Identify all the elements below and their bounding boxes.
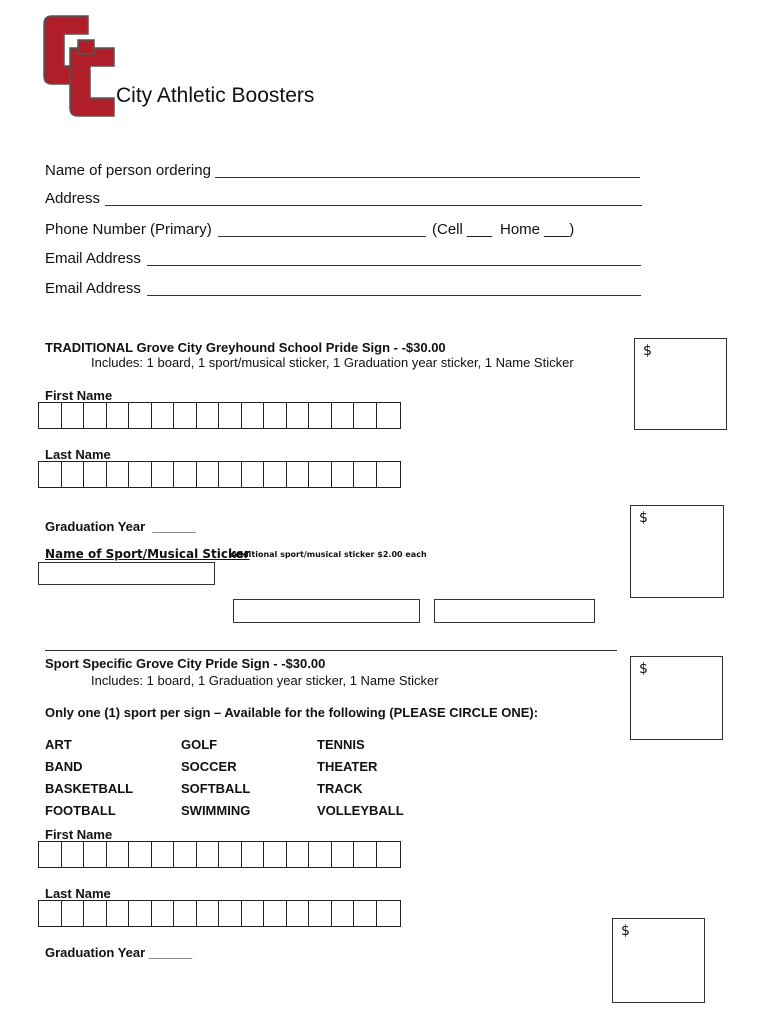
sport-option-golf[interactable]: GOLF [181,737,218,752]
sport-option-track[interactable]: TRACK [317,781,363,796]
cell-label[interactable]: (Cell ___ [432,221,493,238]
logo-letters: GC [79,74,81,75]
first-name-label: First Name [45,388,113,403]
sport-sticker-input[interactable] [38,562,215,585]
sticker-price-box[interactable] [630,505,724,598]
dollar-sign: $ [643,343,652,359]
sport-option-swimming[interactable]: SWIMMING [181,803,251,818]
email-label-1: Email Address [45,250,141,267]
phone-label: Phone Number (Primary) [45,221,212,238]
first-name-label: First Name [45,827,113,842]
sport-option-basketball[interactable]: BASKETBALL [45,781,134,796]
sport-option-volleyball[interactable]: VOLLEYBALL [317,803,404,818]
traditional-price-box[interactable] [634,338,727,430]
phone-input-line[interactable] [218,236,426,237]
page-title: City Athletic Boosters [116,84,315,107]
email-input-line-2[interactable] [147,295,641,296]
sport-option-football[interactable]: FOOTBALL [45,803,116,818]
sport-instruction: Only one (1) sport per sign – Available for the following (PLEASE CIRCLE ONE): [45,705,539,720]
first-name-grid[interactable] [38,841,401,868]
sport-specific-title: Sport Specific Grove City Pride Sign - -$30.00 [45,656,326,671]
grad-year-label[interactable]: Graduation Year ______ [45,945,193,960]
sport-specific-name-price-box[interactable] [612,918,705,1003]
dollar-sign: $ [639,510,648,526]
last-name-label: Last Name [45,447,111,462]
traditional-title: TRADITIONAL Grove City Greyhound School Pride Sign - -$30.00 [45,340,446,355]
traditional-includes: Includes: 1 board, 1 sport/musical sticker, 1 Graduation year sticker, 1 Name Sticker [91,355,574,370]
email-label-2: Email Address [45,280,141,297]
last-name-grid[interactable] [38,900,401,927]
sport-specific-includes: Includes: 1 board, 1 Graduation year sticker, 1 Name Sticker [91,673,439,688]
sport-option-tennis[interactable]: TENNIS [317,737,365,752]
last-name-label: Last Name [45,886,111,901]
first-name-grid[interactable] [38,402,401,429]
additional-sticker-note: Additional sport/musical sticker $2.00 each [231,550,427,559]
grad-year-label[interactable]: Graduation Year ______ [45,519,196,534]
dollar-sign: $ [639,661,648,677]
sport-option-softball[interactable]: SOFTBALL [181,781,251,796]
last-name-grid[interactable] [38,461,401,488]
address-input-line[interactable] [105,205,642,206]
name-label: Name of person ordering [45,162,211,179]
sport-specific-price-box[interactable] [630,656,723,740]
name-input-line[interactable] [215,177,640,178]
additional-sticker-input-1[interactable] [233,599,420,623]
sport-option-band[interactable]: BAND [45,759,83,774]
sport-option-theater[interactable]: THEATER [317,759,378,774]
home-label[interactable]: Home ___) [500,221,575,238]
sport-option-art[interactable]: ART [45,737,72,752]
email-input-line-1[interactable] [147,265,641,266]
section-divider [45,650,617,651]
sport-sticker-label: Name of Sport/Musical Sticker [45,547,250,561]
gc-logo [40,14,118,118]
sport-option-soccer[interactable]: SOCCER [181,759,237,774]
address-label: Address [45,190,101,207]
additional-sticker-input-2[interactable] [434,599,595,623]
dollar-sign: $ [621,923,630,939]
